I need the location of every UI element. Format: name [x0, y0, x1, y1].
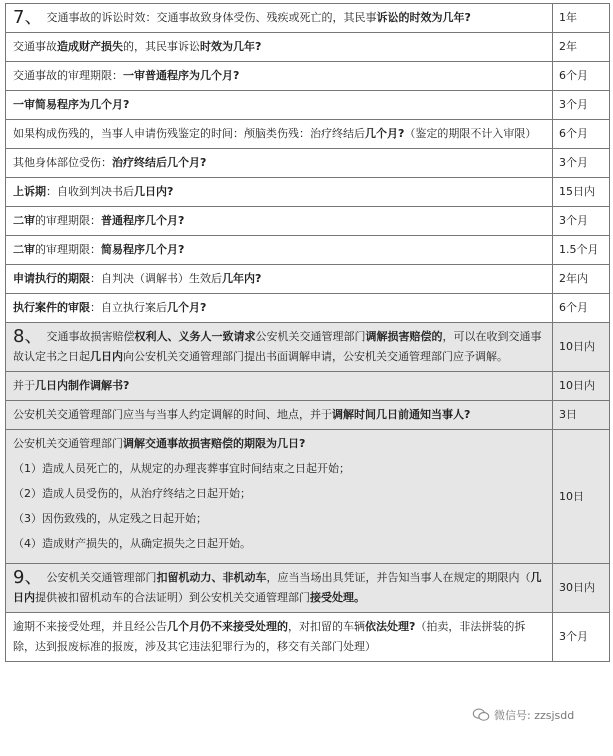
question-cell: 公安机关交通管理部门应当与当事人约定调解的时间、地点，并于调解时间几日前通知当事人? [6, 401, 553, 430]
question-cell: 交通事故造成财产损失的，其民事诉讼时效为几年? [6, 33, 553, 62]
question-cell: 其他身体部位受伤：治疗终结后几个月? [6, 149, 553, 178]
table-row [6, 91, 610, 120]
question-cell: 9、 公安机关交通管理部门扣留机动力、非机动车，应当当场出具凭证，并告知当事人在规定的期限内（几日内提供被扣留机动车的合法证明）到公安机关交通管理部门接受处理。 [6, 564, 553, 613]
question-cell: 申请执行的期限：自判决（调解书）生效后几年内? [6, 265, 553, 294]
question-cell: 公安机关交通管理部门调解交通事故损害赔偿的期限为几日? （1）造成人员死亡的，从规定的办理丧葬事宜时间结束之日起开始； （2）造成人员受伤的，从治疗终结之日起开始； （3）因伤致残的，从定残之日起开始； （4）造成财产损失的，从确定损失之日起开始。 [6, 430, 553, 564]
answer-cell: 15日内 [553, 178, 610, 207]
question-cell: 7、 交通事故的诉讼时效：交通事故致身体受伤、残疾或死亡的，其民事诉讼的时效为几年? [6, 4, 553, 33]
table-row [6, 401, 610, 430]
answer-cell: 3日 [553, 401, 610, 430]
table-row [6, 613, 610, 662]
answer-cell: 30日内 [553, 564, 610, 613]
table-row [6, 33, 610, 62]
answer-cell: 6个月 [553, 62, 610, 91]
table-row [6, 62, 610, 91]
question-cell: 一审简易程序为几个月? [6, 91, 553, 120]
table-row [6, 372, 610, 401]
question-cell: 逾期不来接受处理，并且经公告几个月仍不来接受处理的，对扣留的车辆依法处理?（拍卖，非法拼装的拆除，达到报废标准的报废，涉及其它违法犯罪行为的，移交有关部门处理） [6, 613, 553, 662]
question-cell: 如果构成伤残的，当事人申请伤残鉴定的时间：颅脑类伤残：治疗终结后几个月?（鉴定的期限不计入审限） [6, 120, 553, 149]
answer-cell: 3个月 [553, 91, 610, 120]
question-cell: 二审的审理期限：简易程序几个月? [6, 236, 553, 265]
wechat-watermark [472, 707, 574, 723]
answer-cell: 10日内 [553, 372, 610, 401]
table-row [6, 430, 610, 564]
question-cell: 执行案件的审限：自立执行案后几个月? [6, 294, 553, 323]
table-row [6, 294, 610, 323]
table-row [6, 178, 610, 207]
wechat-icon [472, 708, 490, 722]
answer-cell: 3个月 [553, 613, 610, 662]
answer-cell: 2年 [553, 33, 610, 62]
answer-cell: 6个月 [553, 294, 610, 323]
table-row [6, 323, 610, 372]
question-cell: 上诉期：自收到判决书后几日内? [6, 178, 553, 207]
table-row [6, 149, 610, 178]
table-row [6, 236, 610, 265]
table-row [6, 564, 610, 613]
question-cell: 8、 交通事故损害赔偿权利人、义务人一致请求公安机关交通管理部门调解损害赔偿的，可以在收到交通事故认定书之日起几日内向公安机关交通管理部门提出书面调解申请，公安机关交通管理部门应予调解。 [6, 323, 553, 372]
table-row [6, 207, 610, 236]
watermark-text: 微信号: zzsjsdd [494, 709, 575, 722]
question-cell: 二审的审理期限：普通程序几个月? [6, 207, 553, 236]
question-cell: 并于几日内制作调解书? [6, 372, 553, 401]
table-row [6, 120, 610, 149]
answer-cell: 10日 [553, 430, 610, 564]
info-table [5, 3, 610, 662]
table-row [6, 265, 610, 294]
answer-cell: 10日内 [553, 323, 610, 372]
answer-cell: 1年 [553, 4, 610, 33]
answer-cell: 2年内 [553, 265, 610, 294]
answer-cell: 3个月 [553, 149, 610, 178]
table-row [6, 4, 610, 33]
question-cell: 交通事故的审理期限：一审普通程序为几个月? [6, 62, 553, 91]
answer-cell: 6个月 [553, 120, 610, 149]
answer-cell: 3个月 [553, 207, 610, 236]
answer-cell: 1.5个月 [553, 236, 610, 265]
